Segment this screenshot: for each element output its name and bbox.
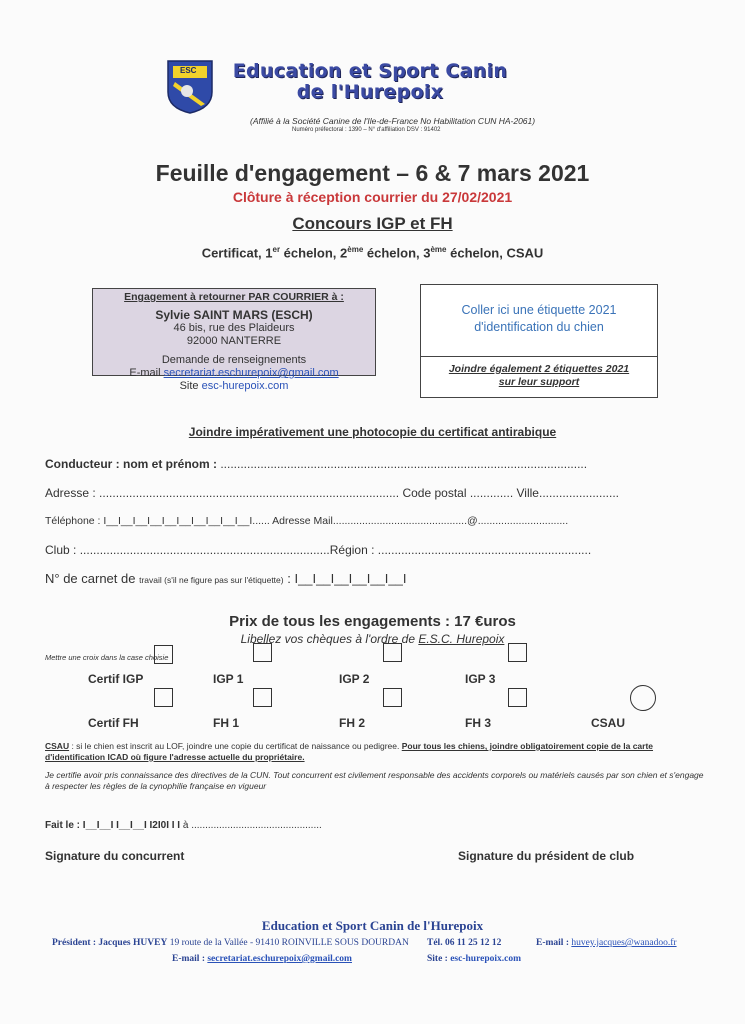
address-label: Adresse :: [45, 486, 96, 500]
label-csau: CSAU: [591, 716, 626, 730]
competition-title: Concours IGP et FH: [292, 214, 453, 233]
levels-line: [0, 245, 745, 260]
president-signature[interactable]: Signature du président de club: [458, 849, 635, 863]
label-igp1: IGP 1: [213, 672, 244, 686]
mailing-heading: Engagement à retourner PAR COURRIER à :: [124, 291, 344, 303]
label-foot2: sur leur support: [498, 376, 580, 388]
label-line1: Coller ici une étiquette 2021: [461, 303, 617, 317]
phone-boxes[interactable]: I__I__I__I__I__I__I__I__I__I__I: [103, 515, 253, 527]
registration-numbers: Numéro préfectoral : 1390 – N° d'affiliation DSV : 91402: [292, 127, 441, 133]
recipient-city: 92000 NANTERRE: [186, 335, 282, 347]
footer-site-link[interactable]: esc-hurepoix.com: [450, 954, 522, 964]
cheque-payee: E.S.C. Hurepoix: [418, 632, 505, 646]
email-line: [93, 367, 375, 380]
city-label: Ville: [516, 486, 539, 500]
cheque-line: [0, 632, 745, 646]
cross-hint: Mettre une croix dans la case choisie: [45, 653, 169, 662]
phone-label: Téléphone :: [45, 515, 104, 527]
label-certif-igp: Certif IGP: [88, 672, 144, 686]
page-title: Feuille d'engagement – 6 & 7 mars 2021: [155, 160, 590, 186]
region-label: Région :: [329, 543, 375, 557]
footer-president-line: [52, 938, 409, 948]
csau-note-bold: Pour tous les chiens, joindre obligatoirement copie de la carte d'identification ICAD où figure l'adresse actuelle du propriétaire.: [45, 741, 654, 762]
email-link[interactable]: secretariat.eschurepoix@gmail.com: [163, 367, 339, 379]
label-igp3: IGP 3: [465, 672, 496, 686]
email-label: E-mail: [129, 367, 164, 379]
affiliation-text: (Affilié à la Société Canine de l'Ile-de-France No Habilitation CUN HA-2061): [250, 116, 536, 126]
footer-president: Président : Jacques HUVEY: [52, 938, 168, 948]
carnet-row[interactable]: [45, 571, 407, 586]
checkbox-igp3[interactable]: [508, 643, 527, 662]
club-name-line1: Education et Sport Canin: [232, 60, 508, 82]
levels-text-a: Certificat, 1: [201, 245, 273, 261]
postal-label: Code postal: [399, 486, 470, 500]
footer-email2-label: E-mail :: [172, 954, 208, 964]
price-line: Prix de tous les engagements : 17 €uros: [229, 613, 516, 630]
carnet-colon: :: [283, 571, 295, 586]
site-line: [93, 380, 375, 393]
date-row[interactable]: [45, 820, 322, 831]
levels-text-c: échelon, 3: [363, 245, 431, 261]
radio-csau[interactable]: [630, 685, 656, 711]
info-request: Demande de renseignements: [161, 354, 307, 366]
footer-email-link[interactable]: huvey.jacques@wanadoo.fr: [571, 938, 677, 948]
place-field[interactable]: ...............................................: [191, 820, 322, 831]
csau-note: [45, 741, 705, 763]
csau-note-label: CSAU: [45, 741, 70, 751]
phone-row[interactable]: [45, 515, 568, 527]
label-foot1: Joindre également 2 étiquettes 2021: [448, 363, 630, 375]
footer-club-name: Education et Sport Canin de l'Hurepoix: [261, 918, 484, 933]
driver-field[interactable]: ..............................................................................................................: [217, 457, 588, 471]
checkbox-fh1[interactable]: [253, 688, 272, 707]
logo-text: ESC: [180, 66, 197, 75]
levels-sup-1: er: [272, 245, 281, 254]
label-fh2: FH 2: [339, 716, 366, 730]
mailing-address-box: [92, 288, 376, 392]
recipient-name: Sylvie SAINT MARS (ESCH): [155, 308, 313, 322]
checkbox-igp1[interactable]: [253, 643, 272, 662]
label-igp2: IGP 2: [339, 672, 370, 686]
checkbox-fh2[interactable]: [383, 688, 402, 707]
label-area: [421, 285, 657, 357]
site-link[interactable]: esc-hurepoix.com: [201, 380, 289, 392]
footer-email2-line: [172, 954, 352, 964]
driver-row[interactable]: [45, 457, 587, 471]
competitor-signature[interactable]: Signature du concurrent: [45, 849, 185, 863]
driver-label: Conducteur : nom et prénom :: [45, 457, 217, 471]
label-fh3: FH 3: [465, 716, 492, 730]
date-boxes[interactable]: I__I__I I__I__I I2I0I I I: [82, 820, 181, 831]
certify-text: Je certifie avoir pris connaissance des directives de la CUN. Tout concurrent est civilement responsable des accidents corporels ou matériels causés par son chien et s'engage à respecter les règles de la cynophilie française en vigueur: [45, 770, 704, 791]
club-name-line2: de l'Hurepoix: [296, 81, 444, 103]
checkbox-certif-fh[interactable]: [154, 688, 173, 707]
carnet-label: N° de carnet de: [45, 571, 140, 586]
club-field[interactable]: ...........................................................................: [76, 543, 330, 557]
club-row[interactable]: [45, 543, 591, 557]
label-certif-fh: Certif FH: [88, 716, 139, 730]
carnet-note: travail (s'il ne figure pas sur l'étiquette): [139, 575, 284, 585]
phone-dots: ......: [252, 515, 273, 527]
city-field[interactable]: ........................: [538, 486, 619, 500]
label-fh1: FH 1: [213, 716, 240, 730]
place-label: à: [180, 820, 192, 831]
recipient-street: 46 bis, rue des Plaideurs: [173, 322, 295, 334]
carnet-boxes[interactable]: I__I__I__I__I__I__I: [294, 571, 407, 586]
label-footer: [421, 363, 657, 389]
levels-text-d: échelon, CSAU: [446, 245, 544, 261]
email-field-label: Adresse Mail: [272, 515, 333, 527]
date-label: Fait le :: [45, 820, 83, 831]
label-line2: d'identification du chien: [474, 320, 604, 334]
rabies-note: Joindre impérativement une photocopie du certificat antirabique: [188, 425, 557, 439]
email-domain-field[interactable]: ...............................: [477, 515, 569, 527]
cheque-text: Libellez vos chèques à l'ordre de: [240, 632, 419, 646]
postal-field[interactable]: .............: [469, 486, 517, 500]
email-field[interactable]: ..............................................: [332, 515, 468, 527]
footer-email-line: [536, 938, 677, 948]
levels-sup-2: ème: [347, 245, 364, 254]
footer-address: 19 route de la Vallée - 91410 ROINVILLE SOUS DOURDAN: [167, 938, 409, 948]
footer-email-label: E-mail :: [536, 938, 572, 948]
checkbox-fh3[interactable]: [508, 688, 527, 707]
email-at: @: [467, 515, 478, 527]
address-row[interactable]: [45, 486, 619, 500]
csau-note-text: : si le chien est inscrit au LOF, joindre une copie du certificat de naissance ou pedigree.: [69, 741, 402, 751]
address-field[interactable]: ..........................................................................................: [95, 486, 400, 500]
club-label: Club :: [45, 543, 77, 557]
levels-sup-3: ème: [430, 245, 447, 254]
checkbox-igp2[interactable]: [383, 643, 402, 662]
footer-phone: Tél. 06 11 25 12 12: [427, 938, 502, 948]
closing-date: Clôture à réception courrier du 27/02/2021: [232, 189, 513, 205]
checkbox-certif-igp[interactable]: [154, 645, 173, 664]
footer-site-label: Site :: [427, 954, 451, 964]
site-label: Site: [179, 380, 202, 392]
footer-site-line: [427, 954, 521, 964]
dog-label-box: [420, 284, 658, 398]
region-field[interactable]: ................................................................: [374, 543, 592, 557]
levels-text-b: échelon, 2: [280, 245, 348, 261]
footer-email2-link[interactable]: secretariat.eschurepoix@gmail.com: [207, 954, 352, 964]
